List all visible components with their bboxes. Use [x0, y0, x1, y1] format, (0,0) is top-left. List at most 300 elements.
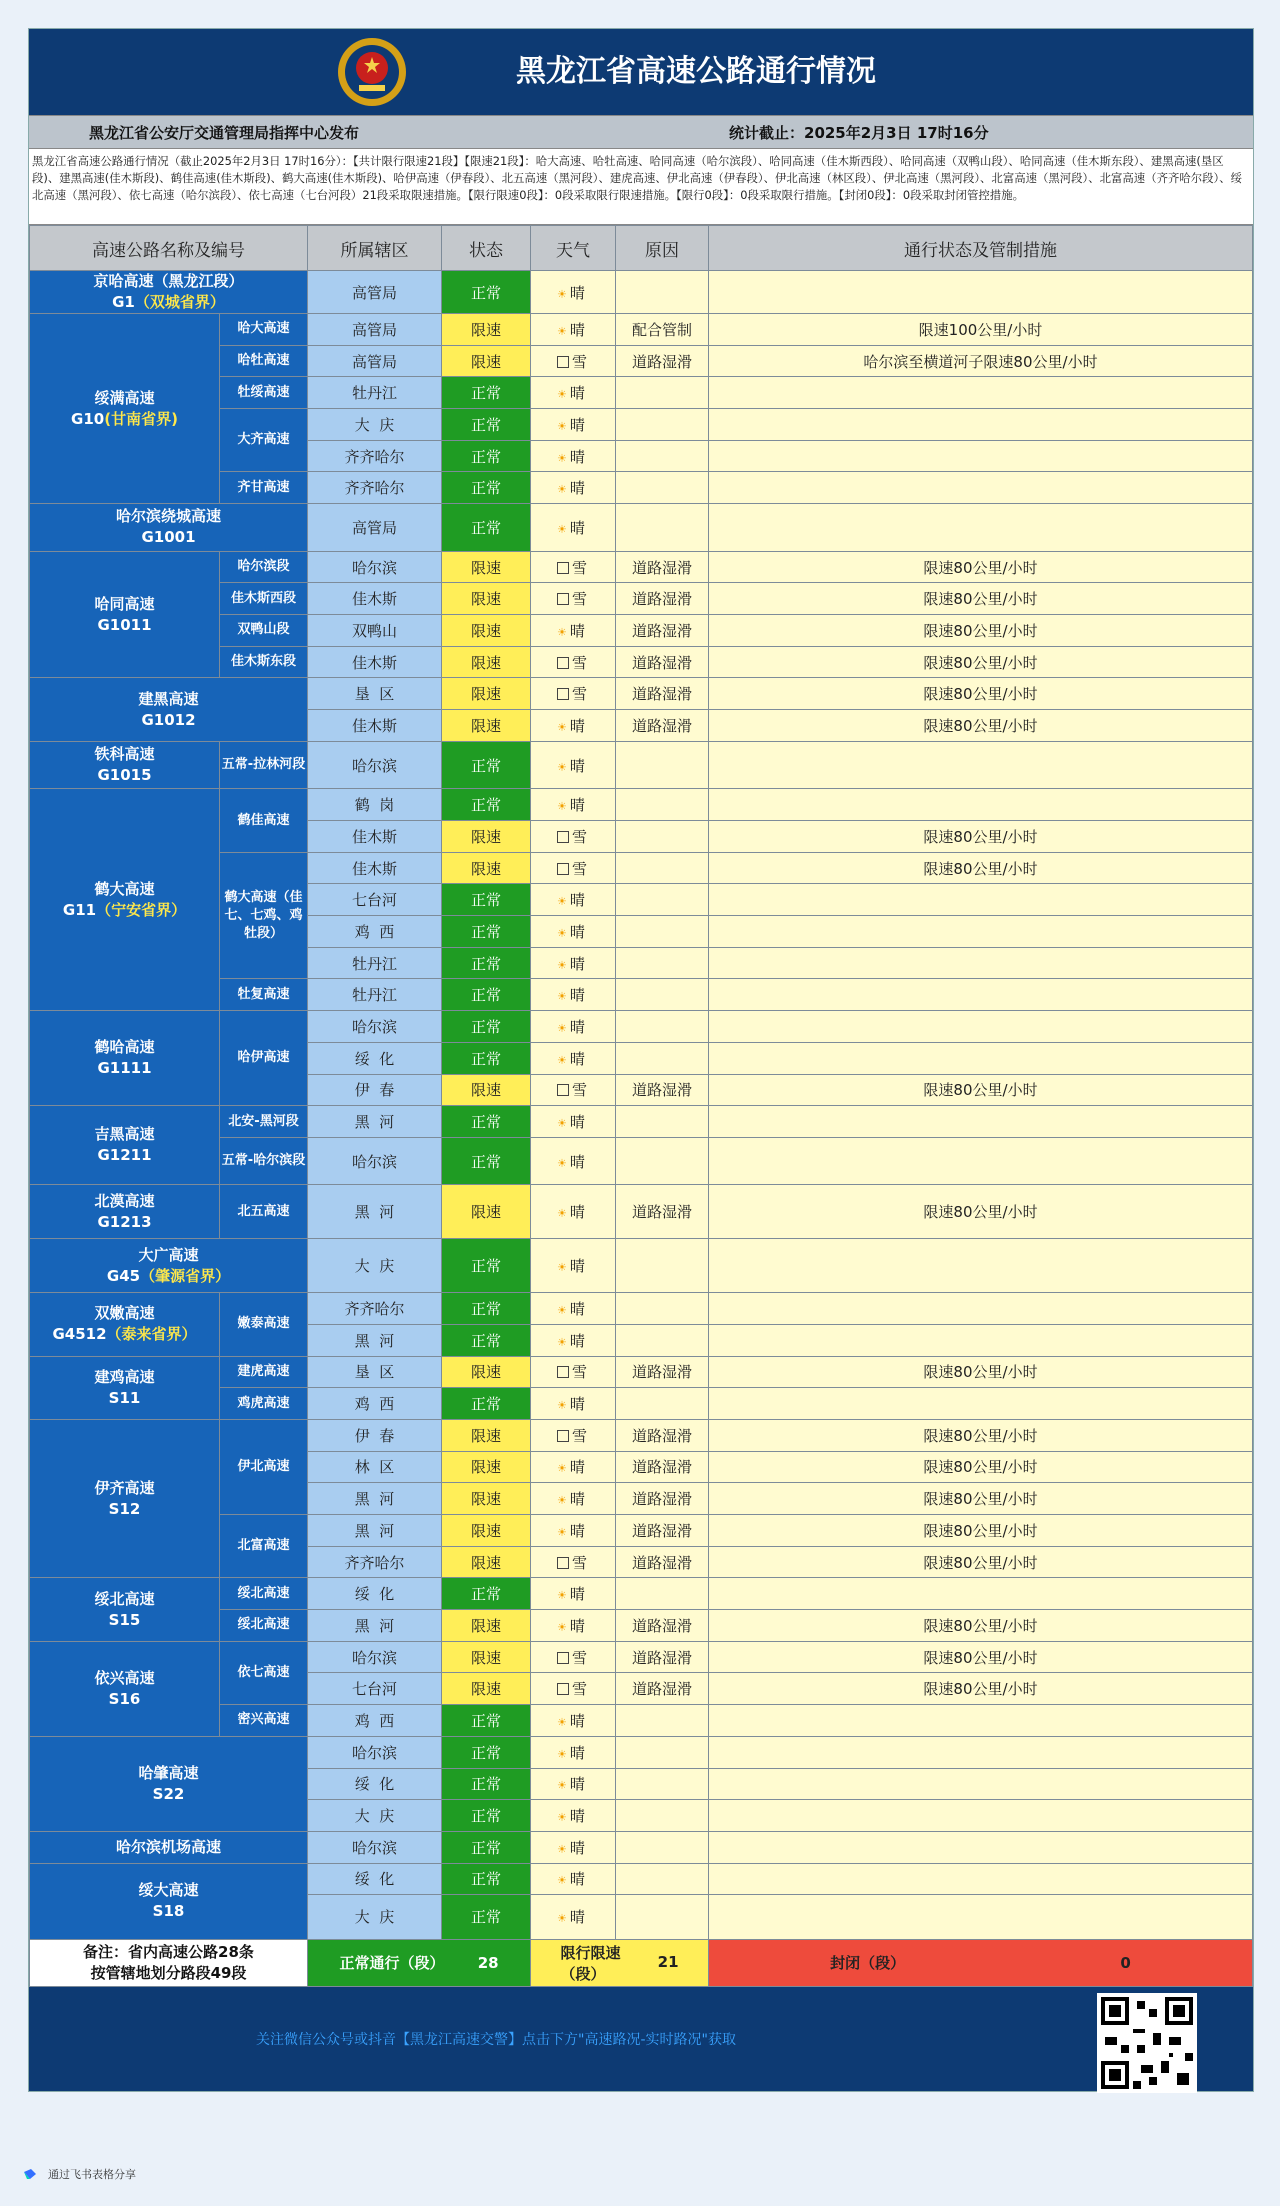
- reason-cell: 道路湿滑: [616, 1483, 709, 1515]
- status-badge: 限速: [442, 1185, 531, 1239]
- highway-code: G1: [112, 293, 135, 311]
- status-badge: 正常: [442, 1768, 531, 1800]
- status-badge: 正常: [442, 1106, 531, 1138]
- weather-text: 雪: [572, 1363, 588, 1382]
- status-badge: 限速: [442, 1074, 531, 1106]
- normal-label: 正常通行（段）: [339, 1954, 445, 1973]
- footnote: 备注：省内高速公路28条 按管辖地划分路段49段: [30, 1939, 308, 1986]
- highway-name-cell: [30, 1239, 308, 1293]
- status-badge: 正常: [442, 916, 531, 948]
- sun-icon: ☀: [557, 1399, 567, 1413]
- weather-text: 晴: [569, 922, 585, 941]
- table-row: [30, 314, 1253, 346]
- measure-cell: 限速80公里/小时: [709, 551, 1253, 583]
- district-cell: 林 区: [308, 1451, 442, 1483]
- district-cell: 高管局: [308, 504, 442, 552]
- status-badge: 限速: [442, 710, 531, 742]
- status-badge: 正常: [442, 1800, 531, 1832]
- sun-icon: ☀: [557, 1589, 567, 1603]
- status-badge: 正常: [442, 789, 531, 821]
- snow-icon: [557, 1557, 569, 1569]
- highway-name-cell: [30, 1736, 308, 1831]
- weather-text: 晴: [569, 320, 585, 339]
- highway-name-cell: [30, 1641, 220, 1736]
- weather-text: 雪: [572, 1680, 588, 1699]
- reason-cell: [616, 1388, 709, 1420]
- district-cell: 齐齐哈尔: [308, 472, 442, 504]
- highway-code: G1015: [97, 766, 152, 785]
- district-cell: 牡丹江: [308, 377, 442, 409]
- weather-text: 雪: [572, 1553, 588, 1572]
- table-row: [30, 504, 1253, 552]
- weather-cell: [531, 1895, 616, 1939]
- highway-name: 绥大高速: [138, 1881, 199, 1900]
- sun-icon: ☀: [557, 324, 567, 338]
- reason-cell: [616, 947, 709, 979]
- reason-cell: [616, 789, 709, 821]
- highway-code: G1001: [141, 528, 196, 547]
- sun-icon: ☀: [557, 522, 567, 536]
- highway-code: G1012: [141, 710, 196, 729]
- traffic-table: [29, 225, 1253, 1987]
- sun-icon: ☀: [557, 1494, 567, 1508]
- weather-text: 雪: [572, 1648, 588, 1667]
- header-weather: 天气: [531, 226, 616, 271]
- district-cell: 黑 河: [308, 1610, 442, 1642]
- section-name: 大齐高速: [220, 409, 308, 472]
- weather-cell: [531, 1831, 616, 1863]
- reason-cell: [616, 1042, 709, 1074]
- highway-name: 铁科高速: [94, 745, 155, 764]
- sun-icon: ☀: [557, 1261, 567, 1275]
- measure-cell: 限速80公里/小时: [709, 1546, 1253, 1578]
- highway-name-cell: [30, 1863, 308, 1939]
- status-badge: 限速: [442, 646, 531, 678]
- table-row: [30, 678, 1253, 710]
- closed-count-cell: [709, 1939, 1253, 1986]
- weather-text: 晴: [569, 1203, 585, 1222]
- highway-name-cell: [30, 1831, 308, 1863]
- reason-cell: [616, 821, 709, 853]
- highway-name: 依兴高速: [94, 1668, 155, 1687]
- measure-cell: 限速80公里/小时: [709, 1641, 1253, 1673]
- section-name: 佳木斯东段: [220, 646, 308, 678]
- highway-name: 吉黑高速: [94, 1125, 155, 1144]
- weather-cell: [531, 1074, 616, 1106]
- district-cell: 垦 区: [308, 678, 442, 710]
- summary-text: 黑龙江省高速公路通行情况（截止2025年2月3日 17时16分）：【共计限行限速21段】【限速21段】：哈大高速、哈牡高速、哈同高速（哈尔滨段）、哈同高速（佳木斯西段）、哈同高速（双鸭山段）、哈同高速（佳木斯东段）、建黑高速(垦区段)、建黑高速(佳木斯段)、鹤佳高速(佳木斯段)、鹤大高速(佳木斯段)、哈伊高速（伊春段）、北五高速（黑河段）、建虎高速、伊北高速（伊春段）、伊北高速（林区段）、伊北高速（黑河段）、北富高速（黑河段）、北富高速（齐齐哈尔段）、绥北高速（黑河段）、依七高速（哈尔滨段）、依七高速（七台河段）21段采取限速措施。【限行限速0段】：0段采取限行限速措施。【限行0段】：0段采取限行措施。【封闭0段】：0段采取封闭管控措施。: [29, 149, 1253, 225]
- sun-icon: ☀: [557, 800, 567, 814]
- measure-cell: 哈尔滨至横道河子限速80公里/小时: [709, 345, 1253, 377]
- table-row: [30, 271, 1253, 314]
- highway-name-cell: [30, 1293, 220, 1356]
- measure-cell: 限速80公里/小时: [709, 678, 1253, 710]
- table-row: [30, 1736, 1253, 1768]
- weather-text: 晴: [569, 756, 585, 775]
- status-badge: 限速: [442, 345, 531, 377]
- weather-text: 晴: [569, 716, 585, 735]
- highway-name-cell: [30, 1106, 220, 1185]
- reason-cell: [616, 1736, 709, 1768]
- sun-icon: ☀: [557, 1874, 567, 1888]
- highway-code: S12: [108, 1499, 141, 1518]
- reason-cell: 道路湿滑: [616, 1451, 709, 1483]
- weather-cell: [531, 1736, 616, 1768]
- section-name: 依七高速: [220, 1641, 308, 1704]
- status-badge: 正常: [442, 1011, 531, 1043]
- status-badge: 正常: [442, 440, 531, 472]
- weather-text: 晴: [569, 891, 585, 910]
- measure-cell: [709, 1388, 1253, 1420]
- qr-code-icon[interactable]: [1097, 1993, 1197, 2093]
- weather-cell: [531, 1546, 616, 1578]
- limit-label: 限行限速（段）: [560, 1943, 621, 1983]
- reason-cell: [616, 377, 709, 409]
- district-cell: 哈尔滨: [308, 1736, 442, 1768]
- status-badge: 限速: [442, 1483, 531, 1515]
- highway-name-cell: [30, 1419, 220, 1577]
- weather-cell: [531, 409, 616, 441]
- snow-icon: [557, 356, 569, 368]
- weather-cell: [531, 1011, 616, 1043]
- weather-cell: [531, 1137, 616, 1185]
- table-row: [30, 1239, 1253, 1293]
- highway-code: S15: [108, 1610, 141, 1629]
- district-cell: 黑 河: [308, 1483, 442, 1515]
- weather-text: 雪: [572, 352, 588, 371]
- feishu-logo-icon: [22, 2166, 38, 2182]
- measure-cell: [709, 789, 1253, 821]
- measure-cell: 限速80公里/小时: [709, 1610, 1253, 1642]
- sun-icon: ☀: [557, 720, 567, 734]
- weather-text: 雪: [572, 685, 588, 704]
- weather-cell: [531, 1863, 616, 1895]
- reason-cell: 道路湿滑: [616, 1546, 709, 1578]
- weather-cell: [531, 1185, 616, 1239]
- section-name: 哈牡高速: [220, 345, 308, 377]
- highway-border-note: (甘南省界): [104, 409, 178, 428]
- sun-icon: ☀: [557, 1207, 567, 1221]
- section-name: 建虎高速: [220, 1356, 308, 1388]
- district-cell: 哈尔滨: [308, 1137, 442, 1185]
- weather-text: 晴: [569, 518, 585, 537]
- measure-cell: [709, 916, 1253, 948]
- weather-text: 晴: [569, 283, 585, 302]
- district-cell: 绥 化: [308, 1042, 442, 1074]
- table-header-row: [30, 226, 1253, 271]
- status-badge: 限速: [442, 1515, 531, 1547]
- measure-cell: [709, 947, 1253, 979]
- section-name: 北富高速: [220, 1515, 308, 1578]
- section-name: 双鸭山段: [220, 615, 308, 647]
- weather-text: 晴: [569, 986, 585, 1005]
- highway-name-cell: [30, 314, 220, 504]
- measure-cell: [709, 1042, 1253, 1074]
- district-cell: 哈尔滨: [308, 551, 442, 583]
- status-badge: 正常: [442, 1239, 531, 1293]
- weather-text: 晴: [569, 1458, 585, 1477]
- section-name: 五常-拉林河段: [220, 741, 308, 789]
- weather-cell: [531, 789, 616, 821]
- weather-text: 晴: [569, 479, 585, 498]
- status-badge: 正常: [442, 1578, 531, 1610]
- highway-name-cell: [30, 271, 308, 314]
- reason-cell: 道路湿滑: [616, 646, 709, 678]
- weather-text: 晴: [569, 447, 585, 466]
- measure-cell: 限速80公里/小时: [709, 646, 1253, 678]
- district-cell: 牡丹江: [308, 979, 442, 1011]
- highway-name-cell: [30, 789, 220, 1011]
- reason-cell: [616, 472, 709, 504]
- status-badge: 正常: [442, 409, 531, 441]
- reason-cell: [616, 271, 709, 314]
- highway-name-cell: [30, 678, 308, 741]
- highway-code: S11: [108, 1388, 141, 1407]
- highway-code: G1213: [97, 1212, 152, 1231]
- highway-code: G1111: [97, 1059, 152, 1078]
- measure-cell: 限速80公里/小时: [709, 1074, 1253, 1106]
- table-row: [30, 1106, 1253, 1138]
- sun-icon: ☀: [557, 419, 567, 433]
- district-cell: 佳木斯: [308, 852, 442, 884]
- weather-text: 晴: [569, 1395, 585, 1414]
- highway-name: 伊齐高速: [94, 1478, 155, 1497]
- section-name: 鸡虎高速: [220, 1388, 308, 1420]
- reason-cell: 道路湿滑: [616, 678, 709, 710]
- reason-cell: [616, 409, 709, 441]
- weather-text: 晴: [569, 384, 585, 403]
- status-badge: 正常: [442, 1705, 531, 1737]
- district-cell: 佳木斯: [308, 821, 442, 853]
- weather-cell: [531, 1388, 616, 1420]
- sun-icon: ☀: [557, 958, 567, 972]
- sun-icon: ☀: [557, 287, 567, 301]
- district-cell: 七台河: [308, 884, 442, 916]
- measure-cell: 限速80公里/小时: [709, 1451, 1253, 1483]
- district-cell: 垦 区: [308, 1356, 442, 1388]
- highway-name: 北漠高速: [94, 1191, 155, 1210]
- status-badge: 正常: [442, 1042, 531, 1074]
- district-cell: 哈尔滨: [308, 1011, 442, 1043]
- header-status: 状态: [442, 226, 531, 271]
- summary-row: [30, 1939, 1253, 1986]
- table-row: [30, 1641, 1253, 1673]
- highway-name: 绥北高速: [94, 1589, 155, 1608]
- district-cell: 大 庆: [308, 1239, 442, 1293]
- section-name: 哈伊高速: [220, 1011, 308, 1106]
- highway-code: G4512: [52, 1325, 107, 1344]
- reason-cell: 道路湿滑: [616, 1074, 709, 1106]
- sun-icon: ☀: [557, 1156, 567, 1170]
- sun-icon: ☀: [557, 451, 567, 465]
- section-name: 密兴高速: [220, 1705, 308, 1737]
- reason-cell: 道路湿滑: [616, 1673, 709, 1705]
- weather-text: 晴: [569, 1490, 585, 1509]
- measure-cell: 限速80公里/小时: [709, 852, 1253, 884]
- measure-cell: [709, 1106, 1253, 1138]
- status-badge: 限速: [442, 314, 531, 346]
- highway-name-cell: [30, 1011, 220, 1106]
- weather-cell: [531, 1578, 616, 1610]
- section-name: 鹤大高速（佳七、七鸡、鸡牡段）: [220, 852, 308, 979]
- weather-text: 晴: [569, 1711, 585, 1730]
- weather-text: 雪: [572, 1081, 588, 1100]
- status-badge: 正常: [442, 472, 531, 504]
- district-cell: 鸡 西: [308, 1705, 442, 1737]
- measure-cell: [709, 1705, 1253, 1737]
- district-cell: 高管局: [308, 314, 442, 346]
- table-row: [30, 1863, 1253, 1895]
- sun-icon: ☀: [557, 1335, 567, 1349]
- highway-name: 大广高速: [138, 1245, 199, 1264]
- reason-cell: [616, 1705, 709, 1737]
- district-cell: 黑 河: [308, 1185, 442, 1239]
- district-cell: 哈尔滨: [308, 1831, 442, 1863]
- reason-cell: 道路湿滑: [616, 551, 709, 583]
- header-measures: 通行状态及管制措施: [709, 226, 1253, 271]
- snow-icon: [557, 1652, 569, 1664]
- district-cell: 哈尔滨: [308, 741, 442, 789]
- section-name: 哈尔滨段: [220, 551, 308, 583]
- district-cell: 伊 春: [308, 1074, 442, 1106]
- sun-icon: ☀: [557, 760, 567, 774]
- weather-text: 晴: [569, 1521, 585, 1540]
- sun-icon: ☀: [557, 895, 567, 909]
- reason-cell: [616, 741, 709, 789]
- weather-cell: [531, 1356, 616, 1388]
- district-cell: 黑 河: [308, 1106, 442, 1138]
- status-badge: 限速: [442, 678, 531, 710]
- status-badge: 正常: [442, 271, 531, 314]
- weather-cell: [531, 1641, 616, 1673]
- sun-icon: ☀: [557, 1912, 567, 1926]
- highway-name: 建黑高速: [138, 689, 199, 708]
- district-cell: 齐齐哈尔: [308, 440, 442, 472]
- measure-cell: 限速80公里/小时: [709, 1515, 1253, 1547]
- measure-cell: [709, 741, 1253, 789]
- highway-name: 哈尔滨绕城高速: [115, 507, 221, 526]
- reason-cell: [616, 1578, 709, 1610]
- snow-icon: [557, 1084, 569, 1096]
- weather-cell: [531, 741, 616, 789]
- weather-cell: [531, 1483, 616, 1515]
- reason-cell: 道路湿滑: [616, 1356, 709, 1388]
- district-cell: 鸡 西: [308, 916, 442, 948]
- status-badge: 限速: [442, 615, 531, 647]
- follow-link[interactable]: 关注微信公众号或抖音【黑龙江高速交警】点击下方"高速路况-实时路况"获取: [256, 2031, 736, 2048]
- section-name: 绥北高速: [220, 1610, 308, 1642]
- snow-icon: [557, 863, 569, 875]
- status-badge: 限速: [442, 1451, 531, 1483]
- table-body: [30, 271, 1253, 1940]
- reason-cell: [616, 1239, 709, 1293]
- measure-cell: [709, 1137, 1253, 1185]
- status-badge: 限速: [442, 821, 531, 853]
- weather-cell: [531, 472, 616, 504]
- snow-icon: [557, 831, 569, 843]
- weather-text: 晴: [569, 1616, 585, 1635]
- weather-text: 晴: [569, 1807, 585, 1826]
- highway-code: G1211: [97, 1146, 152, 1165]
- sun-icon: ☀: [557, 388, 567, 402]
- status-badge: 限速: [442, 1610, 531, 1642]
- section-name: 牡绥高速: [220, 377, 308, 409]
- section-name: 北五高速: [220, 1185, 308, 1239]
- district-cell: 绥 化: [308, 1768, 442, 1800]
- status-badge: 限速: [442, 1673, 531, 1705]
- weather-cell: [531, 1610, 616, 1642]
- district-cell: 鸡 西: [308, 1388, 442, 1420]
- measure-cell: [709, 1768, 1253, 1800]
- district-cell: 牡丹江: [308, 947, 442, 979]
- measure-cell: [709, 472, 1253, 504]
- district-cell: 鹤 岗: [308, 789, 442, 821]
- highway-name: 鹤大高速: [94, 879, 155, 898]
- weather-text: 晴: [569, 1049, 585, 1068]
- status-badge: 正常: [442, 504, 531, 552]
- highway-border-note: （宁安省界）: [96, 900, 187, 919]
- district-cell: 绥 化: [308, 1863, 442, 1895]
- highway-name-cell: [30, 1356, 220, 1419]
- highway-name: 建鸡高速: [94, 1367, 155, 1386]
- measure-cell: [709, 1863, 1253, 1895]
- weather-text: 雪: [572, 590, 588, 609]
- sun-icon: ☀: [557, 1462, 567, 1476]
- weather-cell: [531, 979, 616, 1011]
- district-cell: 大 庆: [308, 1800, 442, 1832]
- table-row: [30, 1293, 1253, 1325]
- weather-cell: [531, 1239, 616, 1293]
- weather-cell: [531, 947, 616, 979]
- district-cell: 佳木斯: [308, 646, 442, 678]
- normal-count-cell: [308, 1939, 531, 1986]
- weather-cell: [531, 1042, 616, 1074]
- weather-cell: [531, 1324, 616, 1356]
- weather-cell: [531, 551, 616, 583]
- weather-cell: [531, 646, 616, 678]
- publish-bar: [29, 115, 1253, 149]
- measure-cell: 限速80公里/小时: [709, 1185, 1253, 1239]
- highway-border-note: （肇源省界）: [140, 1266, 231, 1285]
- weather-text: 雪: [572, 1426, 588, 1445]
- measure-cell: [709, 1239, 1253, 1293]
- weather-cell: [531, 1515, 616, 1547]
- table-row: [30, 789, 1253, 821]
- reason-cell: [616, 504, 709, 552]
- page-title: 黑龙江省高速公路通行情况: [516, 54, 876, 89]
- measure-cell: [709, 1011, 1253, 1043]
- reason-cell: [616, 440, 709, 472]
- table-row: [30, 1356, 1253, 1388]
- reason-cell: 道路湿滑: [616, 1419, 709, 1451]
- district-cell: 七台河: [308, 1673, 442, 1705]
- section-name: 哈大高速: [220, 314, 308, 346]
- header-district: 所属辖区: [308, 226, 442, 271]
- section-name: 牡复高速: [220, 979, 308, 1011]
- snow-icon: [557, 562, 569, 574]
- report-frame: [28, 28, 1254, 2092]
- highway-name-cell: [30, 741, 220, 789]
- status-badge: 限速: [442, 852, 531, 884]
- sun-icon: ☀: [557, 1747, 567, 1761]
- reason-cell: [616, 1324, 709, 1356]
- snow-icon: [557, 593, 569, 605]
- sun-icon: ☀: [557, 1053, 567, 1067]
- weather-text: 晴: [569, 1113, 585, 1132]
- measure-cell: [709, 1736, 1253, 1768]
- status-badge: 正常: [442, 979, 531, 1011]
- highway-name-cell: [30, 1578, 220, 1641]
